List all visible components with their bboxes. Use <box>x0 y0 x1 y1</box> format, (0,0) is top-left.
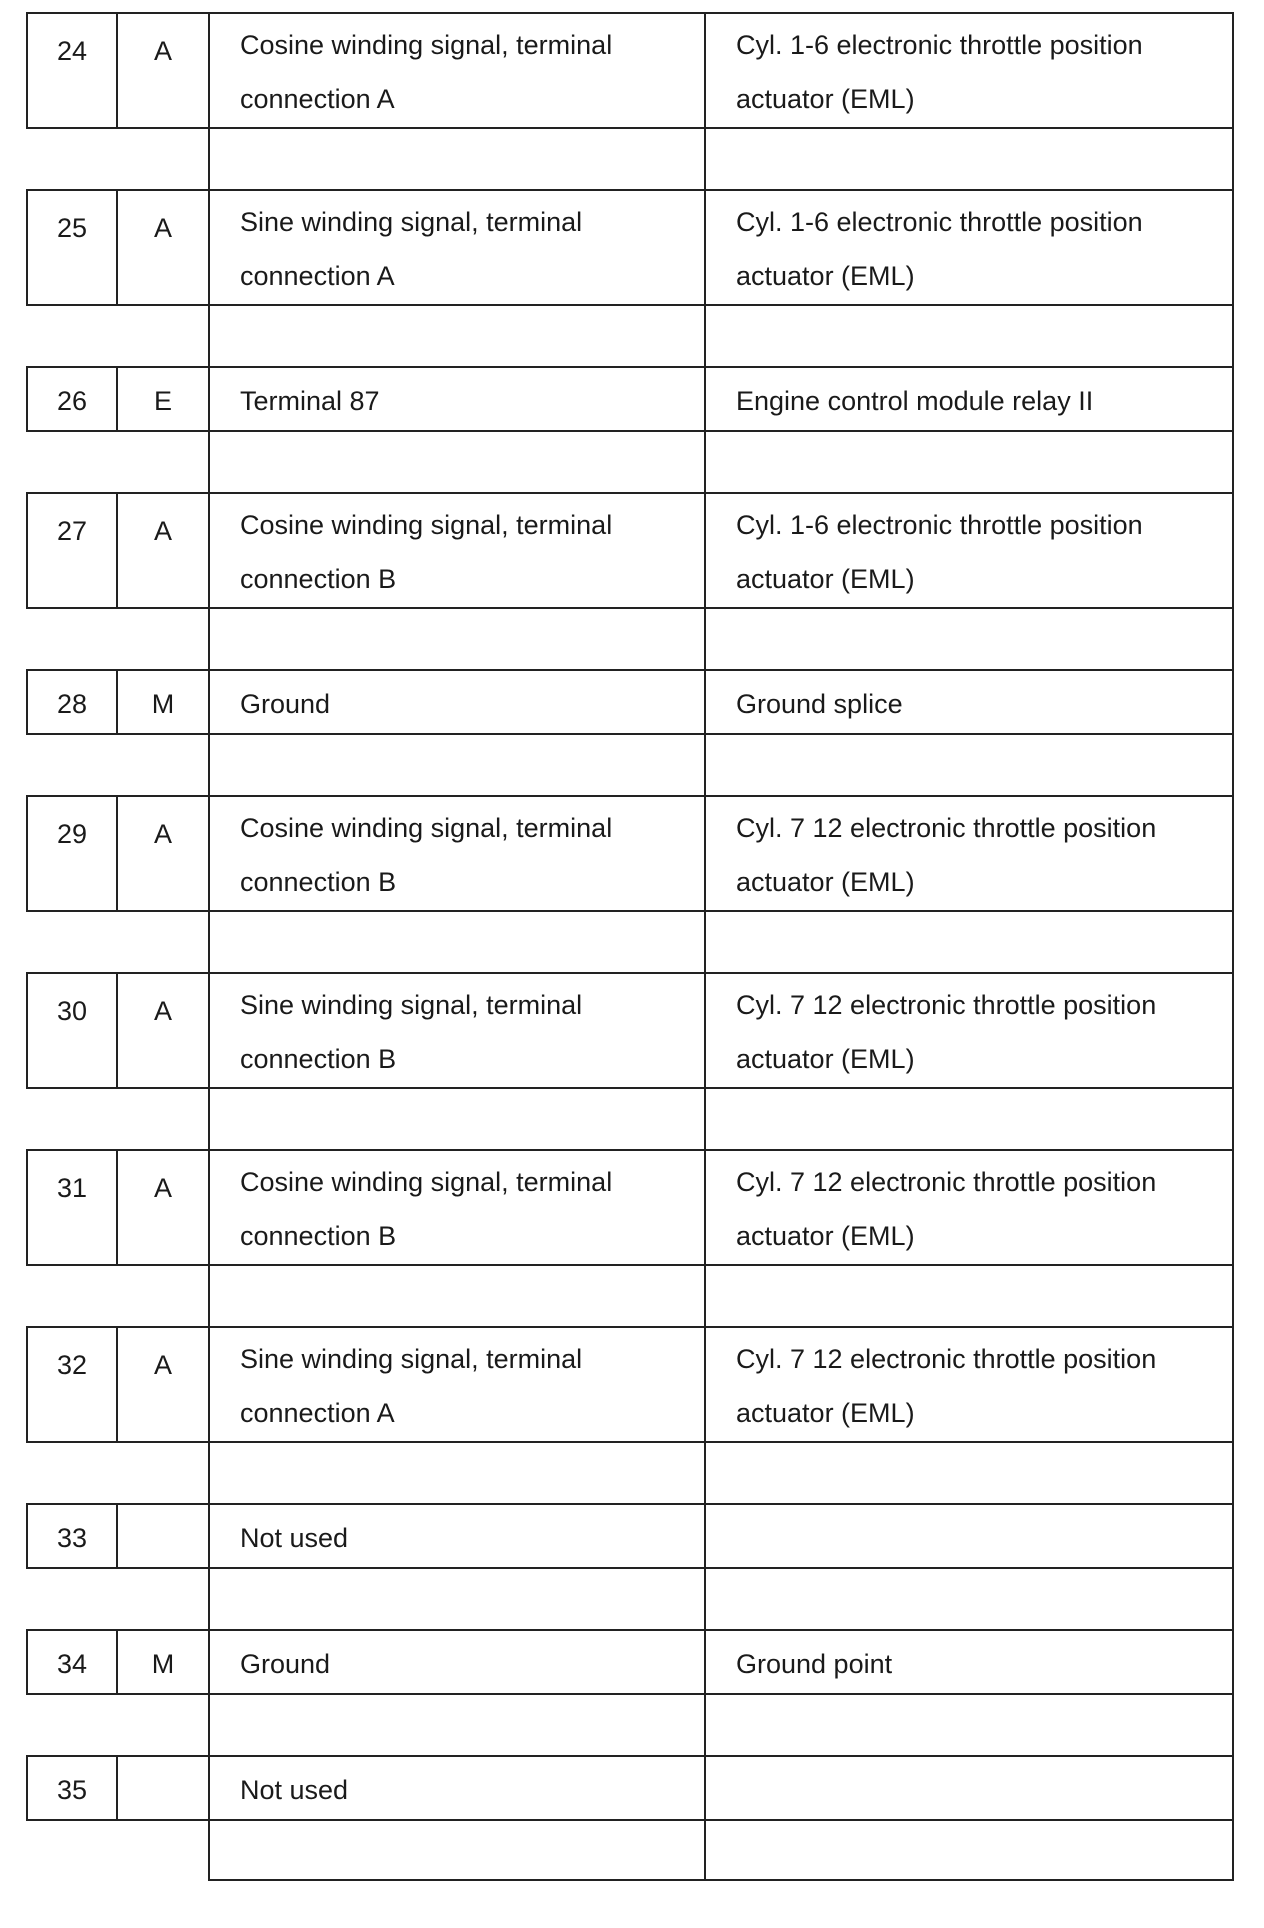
table-row <box>26 1629 1234 1695</box>
pin-component <box>704 797 1232 910</box>
table-row <box>26 1503 1234 1569</box>
pin-type <box>118 1757 208 1819</box>
pin-type: A <box>153 1173 172 1203</box>
pin-component-line: actuator (EML) <box>736 1221 915 1251</box>
pin-component-line: Ground point <box>736 1649 893 1679</box>
pin-component <box>704 1757 1232 1819</box>
pin-description <box>208 368 704 430</box>
pin-description-line: Cosine winding signal, terminal <box>240 510 613 540</box>
spacer-row <box>208 1569 1234 1629</box>
column-divider <box>704 432 706 492</box>
pin-component-line: actuator (EML) <box>736 1398 915 1428</box>
pin-description <box>208 1505 704 1567</box>
pin-description-line: connection A <box>240 261 395 291</box>
pin-number: 27 <box>28 494 118 607</box>
pin-description-line: Ground <box>240 1649 331 1679</box>
table-row <box>26 1149 1234 1266</box>
pin-description <box>208 1151 704 1264</box>
pin-component <box>704 191 1232 304</box>
pin-type: A <box>153 516 172 546</box>
column-divider <box>704 1695 706 1755</box>
pin-description-line: Ground <box>240 689 331 719</box>
pin-component-line: Cyl. 1-6 electronic throttle position <box>736 207 1143 237</box>
pin-description-line: Not used <box>240 1775 349 1805</box>
pin-type: A <box>153 996 172 1026</box>
table-row <box>26 795 1234 912</box>
pin-number: 33 <box>28 1505 118 1567</box>
pin-number: 26 <box>28 368 118 430</box>
pin-type: A <box>153 819 172 849</box>
pin-type <box>118 1505 208 1567</box>
pin-number: 34 <box>28 1631 118 1693</box>
spacer-row <box>208 912 1234 972</box>
pin-component-line: Cyl. 7 12 electronic throttle position <box>736 1344 1157 1374</box>
table-row <box>26 189 1234 306</box>
pin-description <box>208 797 704 910</box>
pin-component <box>704 1328 1232 1441</box>
pin-description <box>208 671 704 733</box>
pin-component <box>704 1151 1232 1264</box>
pin-component-line: actuator (EML) <box>736 1044 915 1074</box>
pin-type: E <box>153 386 172 416</box>
pin-description-line: connection B <box>240 867 397 897</box>
spacer-row <box>208 129 1234 189</box>
pin-component-line: Cyl. 7 12 electronic throttle position <box>736 813 1157 843</box>
pin-component-line: Engine control module relay II <box>736 386 1094 416</box>
pin-description <box>208 1757 704 1819</box>
pin-description-line: Not used <box>240 1523 349 1553</box>
pin-description-line: Cosine winding signal, terminal <box>240 813 613 843</box>
pin-component <box>704 974 1232 1087</box>
spacer-row <box>208 1266 1234 1326</box>
spacer-row <box>208 1695 1234 1755</box>
table-row <box>26 669 1234 735</box>
pin-description-line: Sine winding signal, terminal <box>240 1344 583 1374</box>
pin-component-line: Cyl. 7 12 electronic throttle position <box>736 990 1157 1020</box>
table-row <box>26 1326 1234 1443</box>
spacer-row <box>208 432 1234 492</box>
pin-component-line: Cyl. 1-6 electronic throttle position <box>736 30 1143 60</box>
table-row <box>26 12 1234 129</box>
table-row <box>26 1755 1234 1821</box>
column-divider <box>704 129 706 189</box>
column-divider <box>704 609 706 669</box>
pin-type: M <box>151 1649 175 1679</box>
pin-description-line: Cosine winding signal, terminal <box>240 1167 613 1197</box>
column-divider <box>704 912 706 972</box>
pin-number: 31 <box>28 1151 118 1264</box>
pin-number: 24 <box>28 14 118 127</box>
pin-description <box>208 14 704 127</box>
pin-description <box>208 494 704 607</box>
pin-component <box>704 671 1232 733</box>
pin-component-line: Cyl. 7 12 electronic throttle position <box>736 1167 1157 1197</box>
spacer-row <box>208 735 1234 795</box>
pin-number: 28 <box>28 671 118 733</box>
spacer-row <box>208 609 1234 669</box>
pin-component-line: actuator (EML) <box>736 84 915 114</box>
pin-type: A <box>153 213 172 243</box>
column-divider <box>704 306 706 366</box>
column-divider <box>704 735 706 795</box>
pin-component-line: actuator (EML) <box>736 261 915 291</box>
pin-type: A <box>153 1350 172 1380</box>
column-divider <box>704 1443 706 1503</box>
column-divider <box>704 1266 706 1326</box>
pin-description-line: connection A <box>240 1398 395 1428</box>
spacer-row <box>208 306 1234 366</box>
pin-description-line: connection B <box>240 1221 397 1251</box>
pin-component-line: actuator (EML) <box>736 564 915 594</box>
pin-description <box>208 1328 704 1441</box>
column-divider <box>704 1089 706 1149</box>
pin-number: 32 <box>28 1328 118 1441</box>
table-row <box>26 972 1234 1089</box>
pin-assignment-table <box>26 12 1234 1881</box>
pin-component <box>704 1631 1232 1693</box>
spacer-row <box>208 1089 1234 1149</box>
pin-description-line: Sine winding signal, terminal <box>240 990 583 1020</box>
pin-component <box>704 368 1232 430</box>
pin-description <box>208 974 704 1087</box>
table-row <box>26 492 1234 609</box>
spacer-row <box>208 1443 1234 1503</box>
pin-description <box>208 191 704 304</box>
pin-component-line: Cyl. 1-6 electronic throttle position <box>736 510 1143 540</box>
pin-component-line: actuator (EML) <box>736 867 915 897</box>
pin-component-line: Ground splice <box>736 689 903 719</box>
pin-component <box>704 14 1232 127</box>
pin-number: 35 <box>28 1757 118 1819</box>
column-divider <box>704 1569 706 1629</box>
column-divider <box>704 1821 706 1879</box>
pin-description-line: Cosine winding signal, terminal <box>240 30 613 60</box>
pin-component <box>704 1505 1232 1567</box>
pin-description-line: Terminal 87 <box>240 386 380 416</box>
pin-type: M <box>151 689 175 719</box>
pin-number: 30 <box>28 974 118 1087</box>
pin-description <box>208 1631 704 1693</box>
pin-number: 25 <box>28 191 118 304</box>
pin-type: A <box>153 36 172 66</box>
pin-description-line: connection B <box>240 1044 397 1074</box>
pin-description-line: Sine winding signal, terminal <box>240 207 583 237</box>
table-row <box>26 366 1234 432</box>
pin-description-line: connection A <box>240 84 395 114</box>
pin-number: 29 <box>28 797 118 910</box>
pin-description-line: connection B <box>240 564 397 594</box>
spacer-row <box>208 1821 1234 1881</box>
pin-component <box>704 494 1232 607</box>
